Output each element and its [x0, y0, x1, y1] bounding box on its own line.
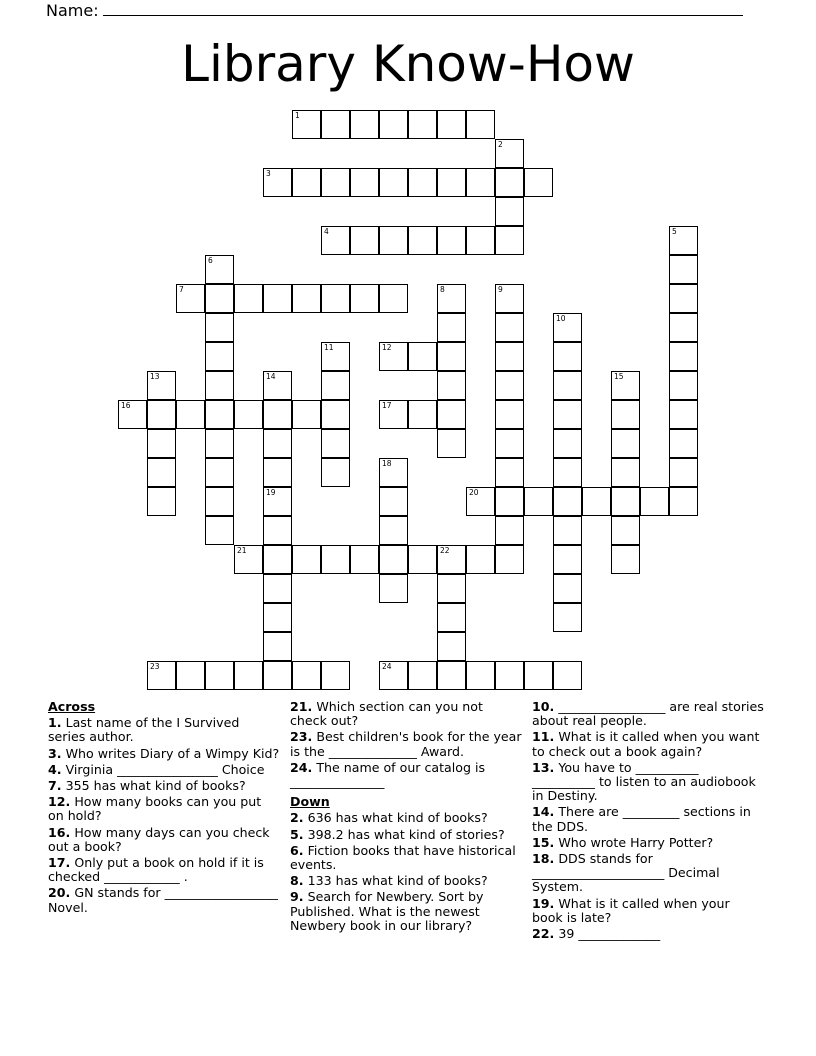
- grid-cell[interactable]: [379, 458, 408, 487]
- grid-cell[interactable]: [205, 371, 234, 400]
- grid-cell[interactable]: [437, 226, 466, 255]
- grid-cell[interactable]: [495, 371, 524, 400]
- clue-item: [48, 856, 280, 884]
- clue-item: [48, 826, 280, 854]
- page-title: Library Know-How: [181, 35, 635, 93]
- clue-number: 3: [266, 169, 271, 178]
- grid-cell[interactable]: [321, 429, 350, 458]
- grid-cell[interactable]: [350, 284, 379, 313]
- grid-cell[interactable]: [437, 574, 466, 603]
- clue-text: 355 has what kind of books?: [65, 778, 246, 794]
- grid-cell[interactable]: [205, 313, 234, 342]
- grid-cell[interactable]: [379, 661, 408, 690]
- clue-number: 19.: [532, 895, 555, 911]
- clue-number: 22: [440, 546, 450, 555]
- grid-cell[interactable]: [147, 458, 176, 487]
- clue-number: 11: [324, 343, 334, 352]
- grid-cell[interactable]: [147, 429, 176, 458]
- clue-text: What is it called when you want to check out a book again?: [532, 729, 760, 759]
- grid-cell[interactable]: [176, 284, 205, 313]
- grid-cell[interactable]: [669, 284, 698, 313]
- clue-number: 10: [556, 314, 566, 323]
- grid-cell[interactable]: [263, 603, 292, 632]
- clue-text: 39 _____________: [558, 926, 661, 942]
- clue-text: Who writes Diary of a Wimpy Kid?: [65, 745, 280, 761]
- clue-item: [532, 927, 764, 941]
- clue-number: 4.: [48, 761, 62, 777]
- grid-cell[interactable]: [379, 110, 408, 139]
- grid-cell[interactable]: [669, 371, 698, 400]
- grid-cell[interactable]: [147, 661, 176, 690]
- grid-cell[interactable]: [553, 574, 582, 603]
- grid-cell[interactable]: [553, 429, 582, 458]
- grid-cell[interactable]: [321, 110, 350, 139]
- clue-text: Only put a book on hold if it is checked ____________ .: [48, 855, 264, 885]
- grid-cell[interactable]: [669, 226, 698, 255]
- grid-cell[interactable]: [379, 168, 408, 197]
- clue-text: Who wrote Harry Potter?: [558, 834, 714, 850]
- grid-cell[interactable]: [205, 342, 234, 371]
- grid-cell[interactable]: [611, 429, 640, 458]
- grid-cell[interactable]: [466, 168, 495, 197]
- clue-number: 6: [208, 256, 213, 265]
- grid-cell[interactable]: [263, 545, 292, 574]
- clue-number: 14: [266, 372, 276, 381]
- clue-item: [290, 761, 522, 789]
- grid-cell[interactable]: [669, 342, 698, 371]
- clue-text: Virginia ________________ Choice: [65, 761, 265, 777]
- grid-cell[interactable]: [234, 284, 263, 313]
- grid-cell[interactable]: [611, 516, 640, 545]
- grid-cell[interactable]: [292, 110, 321, 139]
- grid-cell[interactable]: [408, 661, 437, 690]
- grid-cell[interactable]: [553, 516, 582, 545]
- clue-number: 24.: [290, 759, 313, 775]
- clue-number: 21: [237, 546, 247, 555]
- clue-item: [532, 897, 764, 925]
- grid-cell[interactable]: [553, 487, 582, 516]
- clue-text: Search for Newbery. Sort by Published. What is the newest Newbery book in our library?: [290, 889, 484, 933]
- clue-text: How many books can you put on hold?: [48, 794, 262, 824]
- clue-number: 22.: [532, 926, 555, 942]
- grid-cell[interactable]: [466, 226, 495, 255]
- grid-cell[interactable]: [234, 661, 263, 690]
- clue-item: [532, 761, 764, 804]
- grid-cell[interactable]: [669, 429, 698, 458]
- grid-cell[interactable]: [495, 487, 524, 516]
- clue-text: There are _________ sections in the DDS.: [532, 804, 751, 834]
- grid-cell[interactable]: [263, 632, 292, 661]
- clue-number: 20: [469, 488, 479, 497]
- grid-cell[interactable]: [234, 400, 263, 429]
- grid-cell[interactable]: [379, 342, 408, 371]
- clue-text: How many days can you check out a book?: [48, 824, 270, 854]
- clue-text: DDS stands for _____________________ Decimal System.: [532, 851, 720, 895]
- clues-column-3: [532, 700, 764, 943]
- grid-cell[interactable]: [437, 400, 466, 429]
- grid-cell[interactable]: [495, 545, 524, 574]
- clue-number: 7: [179, 285, 184, 294]
- grid-cell[interactable]: [408, 168, 437, 197]
- clue-number: 19: [266, 488, 276, 497]
- grid-cell[interactable]: [292, 545, 321, 574]
- clue-item: [290, 730, 522, 758]
- clue-number: 2.: [290, 810, 304, 826]
- grid-cell[interactable]: [495, 168, 524, 197]
- grid-cell[interactable]: [379, 574, 408, 603]
- clue-number: 11.: [532, 729, 555, 745]
- clue-text: Fiction books that have historical events.: [290, 842, 516, 873]
- clue-number: 16.: [48, 824, 71, 840]
- clue-text: 133 has what kind of books?: [307, 873, 488, 889]
- grid-cell[interactable]: [611, 371, 640, 400]
- clues-column-1: [48, 700, 280, 917]
- clue-number: 2: [498, 140, 503, 149]
- clue-text: Last name of the I Survived series author.: [48, 715, 240, 745]
- grid-cell[interactable]: [263, 516, 292, 545]
- grid-cell[interactable]: [321, 661, 350, 690]
- grid-cell[interactable]: [437, 284, 466, 313]
- grid-cell[interactable]: [466, 661, 495, 690]
- grid-cell[interactable]: [321, 545, 350, 574]
- grid-cell[interactable]: [379, 400, 408, 429]
- grid-cell[interactable]: [495, 458, 524, 487]
- grid-cell[interactable]: [147, 371, 176, 400]
- grid-cell[interactable]: [350, 168, 379, 197]
- grid-cell[interactable]: [669, 458, 698, 487]
- grid-cell[interactable]: [205, 429, 234, 458]
- grid-cell[interactable]: [553, 400, 582, 429]
- clue-text: The name of our catalog is _______________: [290, 759, 486, 790]
- grid-cell[interactable]: [611, 487, 640, 516]
- clue-text: 398.2 has what kind of stories?: [307, 826, 505, 842]
- grid-cell[interactable]: [437, 661, 466, 690]
- grid-cell[interactable]: [437, 313, 466, 342]
- clue-number: 23: [150, 662, 160, 671]
- clue-item: [48, 716, 280, 744]
- clue-number: 18.: [532, 851, 555, 867]
- clue-item: [532, 730, 764, 758]
- grid-cell[interactable]: [321, 168, 350, 197]
- clue-number: 15: [614, 372, 624, 381]
- grid-cell[interactable]: [611, 545, 640, 574]
- grid-cell[interactable]: [379, 487, 408, 516]
- clue-number: 8: [440, 285, 445, 294]
- grid-cell[interactable]: [669, 255, 698, 284]
- clue-item: [48, 763, 280, 777]
- clue-item: [290, 828, 522, 842]
- grid-cell[interactable]: [495, 661, 524, 690]
- clue-item: [290, 844, 522, 872]
- grid-cell[interactable]: [495, 139, 524, 168]
- grid-cell[interactable]: [640, 487, 669, 516]
- clue-text: _________________ are real stories about real people.: [532, 699, 764, 729]
- grid-cell[interactable]: [669, 313, 698, 342]
- grid-cell[interactable]: [495, 226, 524, 255]
- grid-cell[interactable]: [321, 284, 350, 313]
- clue-item: [48, 795, 280, 823]
- grid-cell[interactable]: [292, 284, 321, 313]
- grid-cell[interactable]: [611, 400, 640, 429]
- grid-cell[interactable]: [263, 661, 292, 690]
- clue-item: [48, 747, 280, 761]
- grid-cell[interactable]: [292, 661, 321, 690]
- clue-number: 7.: [48, 778, 62, 794]
- clue-text: You have to __________ __________ to listen to an audiobook in Destiny.: [532, 759, 756, 804]
- clue-number: 10.: [532, 699, 555, 714]
- grid-cell[interactable]: [495, 400, 524, 429]
- grid-cell[interactable]: [321, 226, 350, 255]
- grid-cell[interactable]: [524, 168, 553, 197]
- grid-cell[interactable]: [553, 545, 582, 574]
- grid-cell[interactable]: [263, 487, 292, 516]
- clue-item: [532, 836, 764, 850]
- grid-cell[interactable]: [379, 284, 408, 313]
- grid-cell[interactable]: [466, 110, 495, 139]
- name-label: Name:: [46, 1, 99, 20]
- grid-cell[interactable]: [553, 661, 582, 690]
- clue-text: Which section can you not check out?: [290, 699, 483, 729]
- grid-cell[interactable]: [205, 284, 234, 313]
- grid-cell[interactable]: [321, 342, 350, 371]
- clue-number: 9.: [290, 889, 304, 905]
- grid-cell[interactable]: [147, 400, 176, 429]
- grid-cell[interactable]: [379, 516, 408, 545]
- clue-number: 5: [672, 227, 677, 236]
- grid-cell[interactable]: [147, 487, 176, 516]
- clue-number: 20.: [48, 885, 71, 901]
- grid-cell[interactable]: [350, 110, 379, 139]
- grid-cell[interactable]: [495, 342, 524, 371]
- clue-number: 1: [295, 111, 300, 120]
- clues-column-2: [290, 700, 522, 935]
- clue-number: 6.: [290, 842, 304, 858]
- clue-number: 24: [382, 662, 392, 671]
- grid-cell[interactable]: [350, 226, 379, 255]
- grid-cell[interactable]: [437, 429, 466, 458]
- clue-number: 13: [150, 372, 160, 381]
- grid-cell[interactable]: [321, 458, 350, 487]
- grid-cell[interactable]: [350, 545, 379, 574]
- grid-cell[interactable]: [495, 284, 524, 313]
- grid-cell[interactable]: [437, 545, 466, 574]
- clue-item: [532, 852, 764, 895]
- grid-cell[interactable]: [669, 487, 698, 516]
- clue-number: 8.: [290, 873, 304, 889]
- clue-item: [290, 700, 522, 728]
- grid-cell[interactable]: [582, 487, 611, 516]
- clue-text: Best children's book for the year is the ______________ Award.: [290, 729, 522, 759]
- grid-cell[interactable]: [379, 545, 408, 574]
- down-header: Down: [290, 794, 330, 810]
- grid-cell[interactable]: [553, 371, 582, 400]
- grid-cell[interactable]: [553, 342, 582, 371]
- grid-cell[interactable]: [263, 168, 292, 197]
- grid-cell[interactable]: [205, 487, 234, 516]
- clue-text: GN stands for __________________ Novel.: [48, 885, 278, 915]
- grid-cell[interactable]: [408, 226, 437, 255]
- grid-cell[interactable]: [437, 110, 466, 139]
- grid-cell[interactable]: [379, 226, 408, 255]
- grid-cell[interactable]: [408, 342, 437, 371]
- clue-number: 1.: [48, 715, 62, 731]
- grid-cell[interactable]: [321, 371, 350, 400]
- clue-number: 12.: [48, 794, 71, 810]
- clue-number: 3.: [48, 745, 62, 761]
- clue-text: What is it called when your book is late?: [532, 895, 730, 925]
- clue-number: 18: [382, 459, 392, 468]
- grid-cell[interactable]: [263, 574, 292, 603]
- grid-cell[interactable]: [263, 284, 292, 313]
- grid-cell[interactable]: [408, 400, 437, 429]
- clue-item: [290, 874, 522, 888]
- clue-number: 4: [324, 227, 329, 236]
- grid-cell[interactable]: [553, 603, 582, 632]
- grid-cell[interactable]: [611, 458, 640, 487]
- grid-cell[interactable]: [176, 661, 205, 690]
- grid-cell[interactable]: [205, 400, 234, 429]
- grid-cell[interactable]: [205, 255, 234, 284]
- grid-cell[interactable]: [234, 545, 263, 574]
- grid-cell[interactable]: [263, 429, 292, 458]
- clue-item: [532, 805, 764, 833]
- grid-cell[interactable]: [466, 487, 495, 516]
- grid-cell[interactable]: [321, 400, 350, 429]
- clue-text: 636 has what kind of books?: [307, 810, 488, 826]
- grid-cell[interactable]: [437, 632, 466, 661]
- grid-cell[interactable]: [205, 661, 234, 690]
- grid-cell[interactable]: [495, 429, 524, 458]
- grid-cell[interactable]: [292, 168, 321, 197]
- clue-number: 17.: [48, 855, 71, 871]
- grid-cell[interactable]: [495, 197, 524, 226]
- grid-cell[interactable]: [263, 458, 292, 487]
- grid-cell[interactable]: [408, 110, 437, 139]
- clue-item: [290, 811, 522, 825]
- clue-number: 16: [121, 401, 131, 410]
- clue-number: 12: [382, 343, 392, 352]
- grid-cell[interactable]: [263, 400, 292, 429]
- clue-number: 14.: [532, 804, 555, 820]
- clue-number: 5.: [290, 826, 304, 842]
- clue-item: [290, 890, 522, 933]
- grid-cell[interactable]: [669, 400, 698, 429]
- grid-cell[interactable]: [437, 168, 466, 197]
- clue-number: 23.: [290, 729, 313, 745]
- grid-cell[interactable]: [495, 313, 524, 342]
- across-header: Across: [48, 699, 96, 714]
- clue-number: 13.: [532, 759, 555, 775]
- grid-cell[interactable]: [553, 313, 582, 342]
- clue-number: 17: [382, 401, 392, 410]
- grid-cell[interactable]: [205, 516, 234, 545]
- grid-cell[interactable]: [553, 458, 582, 487]
- grid-cell[interactable]: [495, 516, 524, 545]
- grid-cell[interactable]: [524, 487, 553, 516]
- grid-cell[interactable]: [437, 603, 466, 632]
- grid-cell[interactable]: [524, 661, 553, 690]
- grid-cell[interactable]: [205, 458, 234, 487]
- grid-cell[interactable]: [466, 545, 495, 574]
- grid-cell[interactable]: [408, 545, 437, 574]
- grid-cell[interactable]: [437, 342, 466, 371]
- grid-cell[interactable]: [118, 400, 147, 429]
- grid-cell[interactable]: [437, 371, 466, 400]
- clue-item: [48, 779, 280, 793]
- clue-item: [532, 700, 764, 728]
- grid-cell[interactable]: [263, 371, 292, 400]
- clue-number: 21.: [290, 699, 313, 714]
- grid-cell[interactable]: [292, 400, 321, 429]
- clue-item: [48, 886, 280, 914]
- clue-number: 9: [498, 285, 503, 294]
- grid-cell[interactable]: [176, 400, 205, 429]
- clue-number: 15.: [532, 834, 555, 850]
